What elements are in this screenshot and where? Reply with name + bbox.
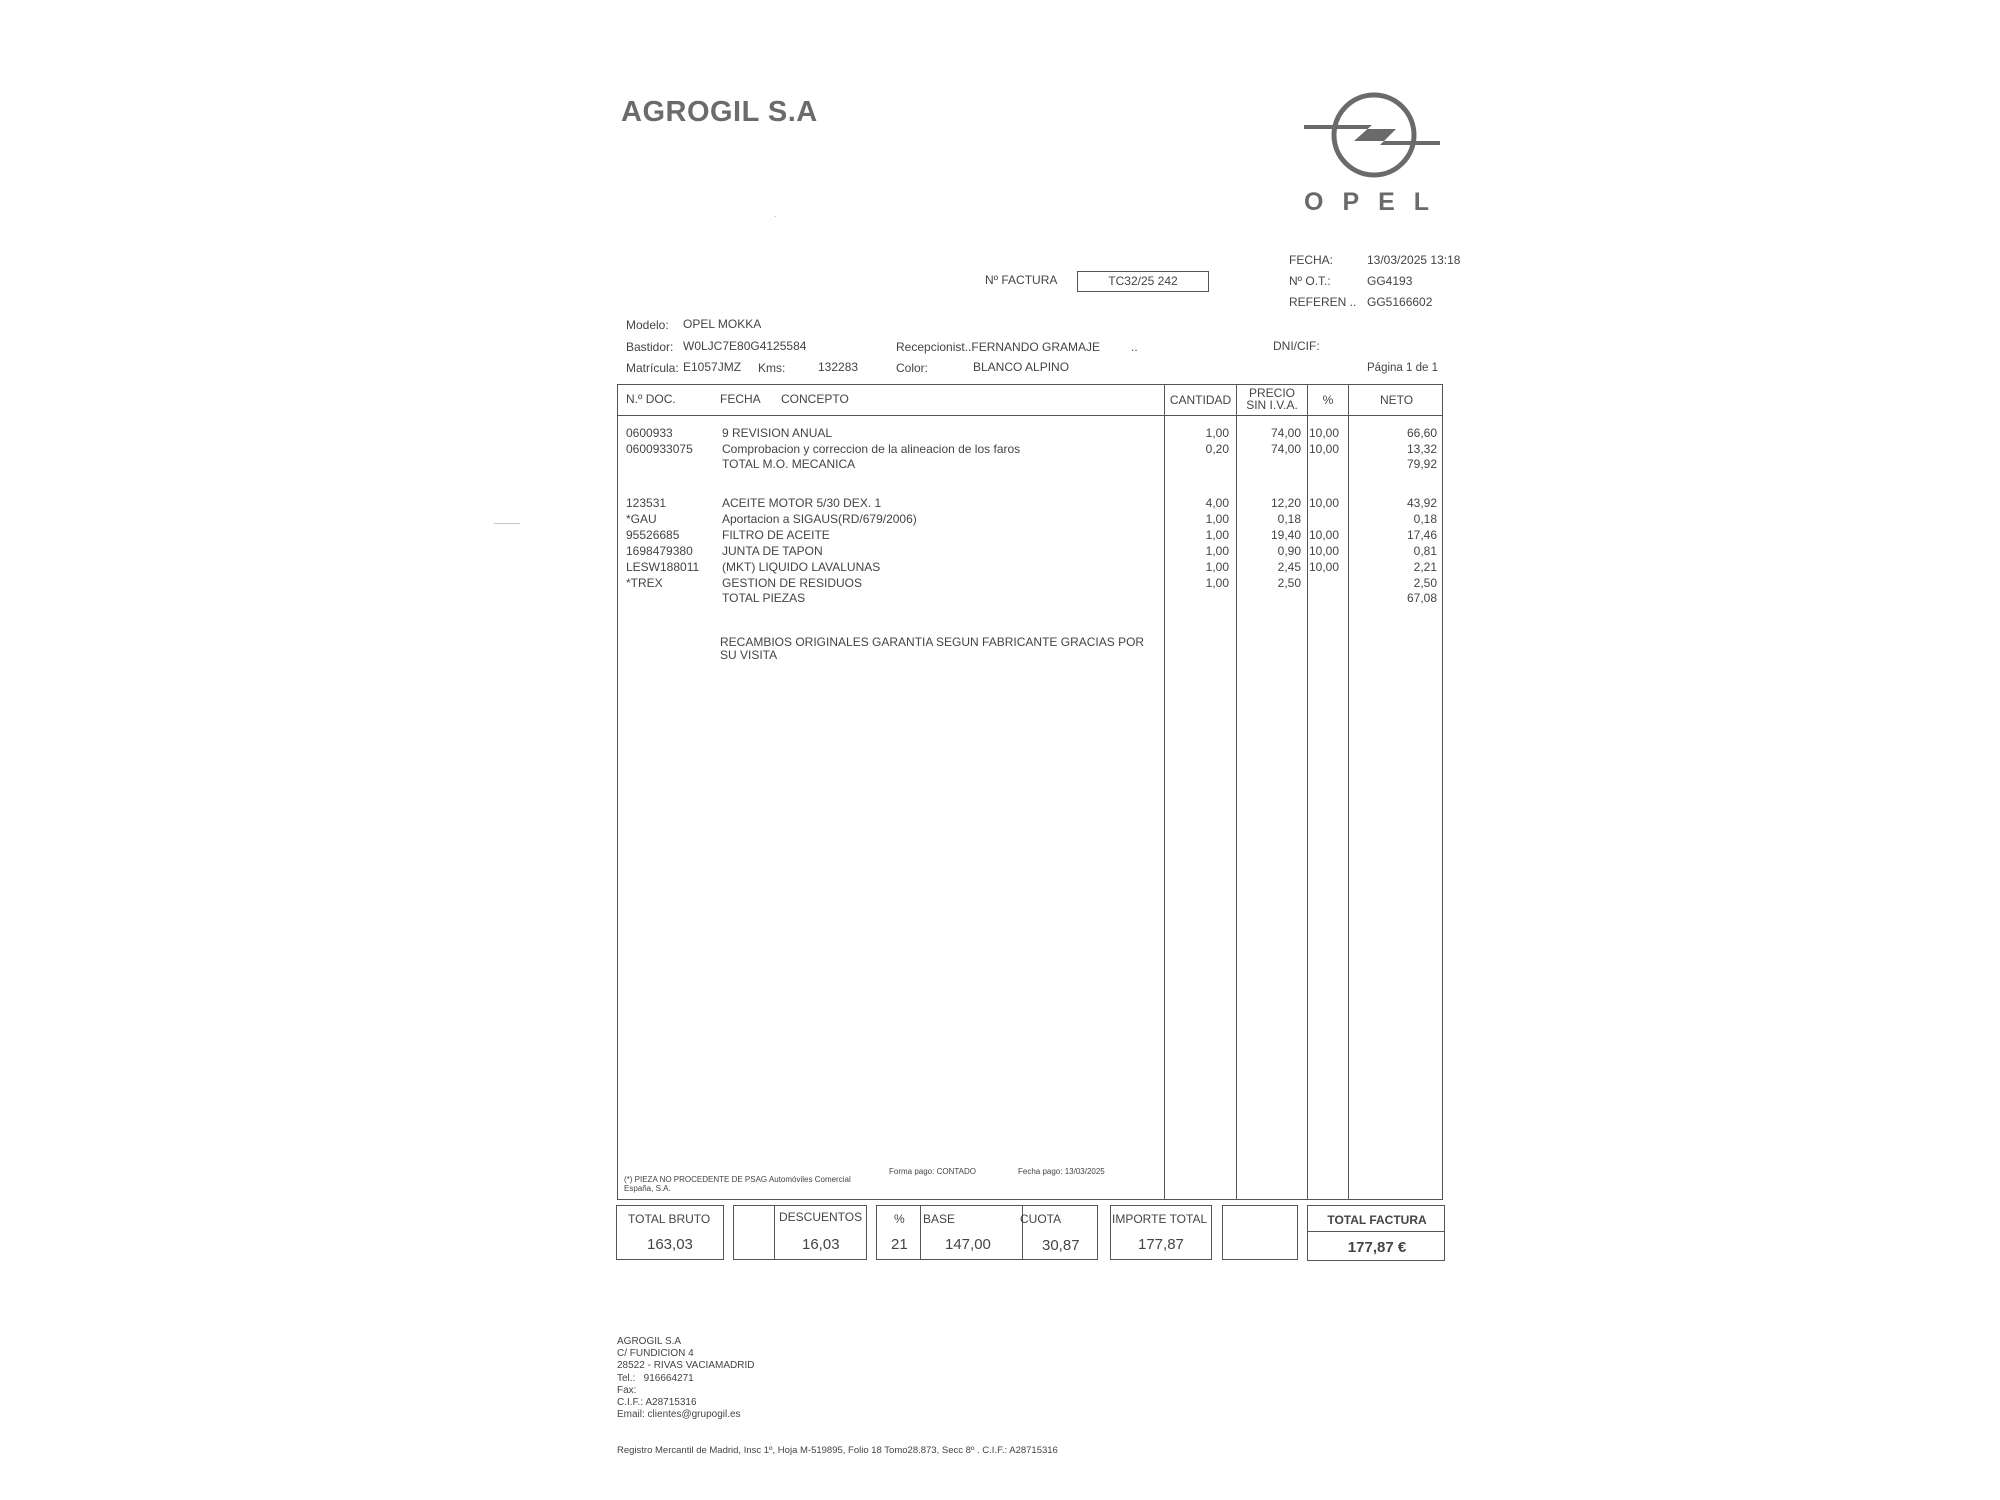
importe-total-label: IMPORTE TOTAL <box>1112 1212 1208 1226</box>
row-precio: 19,40 <box>1270 528 1301 542</box>
header-concepto: CONCEPTO <box>781 392 849 406</box>
header-cantidad: CANTIDAD <box>1169 393 1232 407</box>
row-pct: 10,00 <box>1309 442 1340 456</box>
fecha-label: FECHA: <box>1289 253 1334 267</box>
row-cantidad: 1,00 <box>1205 512 1229 526</box>
psag-footnote <box>624 1175 851 1193</box>
row-precio: 74,00 <box>1270 426 1301 440</box>
psag-footnote-line1: (*) PIEZA NO PROCEDENTE DE PSAG Automóviles Comercial <box>624 1175 851 1184</box>
factura-number: TC32/25 242 <box>1077 271 1209 292</box>
header-ndoc: N.º DOC. <box>626 392 676 406</box>
row-concepto: Comprobacion y correccion de la alineacion de los faros <box>722 442 1021 456</box>
row-neto: 43,92 <box>1406 496 1437 510</box>
base-label: BASE <box>923 1212 956 1226</box>
row-neto: 2,21 <box>1413 560 1437 574</box>
row-neto: 79,92 <box>1406 457 1437 471</box>
total-bruto-label: TOTAL BRUTO <box>628 1212 711 1226</box>
row-neto: 17,46 <box>1406 528 1437 542</box>
factura-label: Nº FACTURA <box>985 273 1058 287</box>
recepcionista: Recepcionist..FERNANDO GRAMAJE <box>896 340 1101 354</box>
header-precio-line2: SIN I.V.A. <box>1246 398 1298 412</box>
row-precio: 2,45 <box>1277 560 1301 574</box>
color-label: Color: <box>896 361 929 375</box>
guarantee-note-line2: SU VISITA <box>720 648 778 662</box>
row-doc: 95526685 <box>626 528 680 542</box>
total-factura-divider <box>1308 1231 1444 1232</box>
bastidor-label: Bastidor: <box>626 340 674 354</box>
row-concepto: 9 REVISION ANUAL <box>722 426 833 440</box>
company-address: AGROGIL S.A C/ FUNDICION 4 28522 - RIVAS VACIAMADRID Tel.: 916664271 Fax: C.I.F.: A28715316 Email: clientes@grupogil.es <box>617 1336 755 1421</box>
header-fecha: FECHA <box>720 392 761 406</box>
iva-pct-label: % <box>894 1212 905 1226</box>
guarantee-note-line1: RECAMBIOS ORIGINALES GARANTIA SEGUN FABRICANTE GRACIAS POR <box>720 635 1145 649</box>
dni-label: DNI/CIF: <box>1273 339 1320 353</box>
page-indicator: Página 1 de 1 <box>1367 362 1438 374</box>
fecha-pago: Fecha pago: 13/03/2025 <box>1018 1167 1105 1176</box>
row-doc: 0600933075 <box>626 442 693 456</box>
row-neto: 13,32 <box>1406 442 1437 456</box>
total-bruto-box <box>616 1205 724 1260</box>
row-pct: 10,00 <box>1309 560 1340 574</box>
color-value: BLANCO ALPINO <box>973 360 1070 374</box>
empty-total-box <box>1222 1205 1298 1260</box>
base-value: 147,00 <box>945 1236 991 1253</box>
row-doc: 123531 <box>626 496 667 510</box>
row-cantidad: 4,00 <box>1205 496 1229 510</box>
recepcionista-dots: .. <box>1131 340 1138 354</box>
total-factura-box <box>1307 1205 1445 1261</box>
header-neto: NETO <box>1379 393 1414 407</box>
referen-value: GG5166602 <box>1367 295 1433 309</box>
importe-total-box <box>1110 1205 1212 1260</box>
descuentos-value: 16,03 <box>802 1236 840 1253</box>
row-precio: 0,90 <box>1277 544 1301 558</box>
row-concepto: JUNTA DE TAPON <box>722 544 823 558</box>
row-doc: 1698479380 <box>626 544 693 558</box>
modelo-value: OPEL MOKKA <box>683 317 762 331</box>
kms-label: Kms: <box>758 361 786 375</box>
header-pct: % <box>1322 393 1334 407</box>
row-cantidad: 1,00 <box>1205 528 1229 542</box>
row-concepto: Aportacion a SIGAUS(RD/679/2006) <box>722 512 917 526</box>
opel-logo-icon <box>1298 90 1446 180</box>
row-concepto: TOTAL PIEZAS <box>722 591 806 605</box>
row-neto: 67,08 <box>1406 591 1437 605</box>
row-neto: 2,50 <box>1413 576 1437 590</box>
row-pct: 10,00 <box>1309 426 1340 440</box>
forma-pago: Forma pago: CONTADO <box>889 1167 976 1176</box>
row-precio: 12,20 <box>1270 496 1301 510</box>
row-cantidad: 1,00 <box>1205 560 1229 574</box>
opel-wordmark: OPEL <box>1304 188 1449 216</box>
row-concepto: ACEITE MOTOR 5/30 DEX. 1 <box>722 496 882 510</box>
row-concepto: (MKT) LIQUIDO LAVALUNAS <box>722 560 881 574</box>
guarantee-note <box>720 636 1144 662</box>
cuota-value: 30,87 <box>1042 1237 1080 1254</box>
fecha-value: 13/03/2025 13:18 <box>1367 253 1461 267</box>
row-pct: 10,00 <box>1309 544 1340 558</box>
total-factura-value: 177,87 € <box>1347 1239 1407 1256</box>
row-concepto: GESTION DE RESIDUOS <box>722 576 863 590</box>
importe-total-value: 177,87 <box>1138 1236 1184 1253</box>
row-cantidad: 0,20 <box>1205 442 1229 456</box>
row-doc: 0600933 <box>626 426 673 440</box>
kms-value: 132283 <box>818 360 859 374</box>
iva-box <box>876 1205 1098 1260</box>
referen-label: REFEREN .. <box>1289 295 1357 309</box>
descuentos-box <box>733 1205 867 1260</box>
row-concepto: TOTAL M.O. MECANICA <box>722 457 856 471</box>
row-cantidad: 1,00 <box>1205 576 1229 590</box>
matricula-value: E1057JMZ <box>683 360 742 374</box>
header-precio-line1: PRECIO <box>1248 386 1295 400</box>
ot-value: GG4193 <box>1367 274 1413 288</box>
iva-pct-value: 21 <box>891 1236 908 1253</box>
row-precio: 0,18 <box>1277 512 1301 526</box>
row-neto: 66,60 <box>1406 426 1437 440</box>
row-pct: 10,00 <box>1309 496 1340 510</box>
row-neto: 0,18 <box>1413 512 1437 526</box>
ot-label: Nº O.T.: <box>1289 274 1331 288</box>
row-cantidad: 1,00 <box>1205 426 1229 440</box>
row-doc: LESW188011 <box>626 560 700 574</box>
row-pct: 10,00 <box>1309 528 1340 542</box>
row-precio: 2,50 <box>1277 576 1301 590</box>
stray-mark: . <box>774 210 777 219</box>
company-name: AGROGIL S.A <box>621 96 818 128</box>
stray-line <box>494 523 520 524</box>
row-precio: 74,00 <box>1270 442 1301 456</box>
matricula-label: Matrícula: <box>626 361 679 375</box>
row-concepto: FILTRO DE ACEITE <box>722 528 830 542</box>
row-doc: *TREX <box>626 576 663 590</box>
bastidor-value: W0LJC7E80G4125584 <box>683 339 807 353</box>
cuota-label: CUOTA <box>1020 1212 1062 1226</box>
row-neto: 0,81 <box>1413 544 1437 558</box>
total-bruto-value: 163,03 <box>647 1236 693 1253</box>
total-factura-label: TOTAL FACTURA <box>1327 1213 1427 1227</box>
row-doc: *GAU <box>626 512 657 526</box>
descuentos-label: DESCUENTOS <box>779 1210 863 1224</box>
header-precio <box>1237 387 1307 411</box>
modelo-label: Modelo: <box>626 318 669 332</box>
psag-footnote-line2: España, S.A. <box>624 1184 671 1193</box>
row-cantidad: 1,00 <box>1205 544 1229 558</box>
registro-mercantil: Registro Mercantil de Madrid, Insc 1º, Hoja M-519895, Folio 18 Tomo28.873, Secc 8º . C.I.F.: A28715316 <box>617 1445 1058 1456</box>
invoice-lines-table <box>617 384 1443 1200</box>
